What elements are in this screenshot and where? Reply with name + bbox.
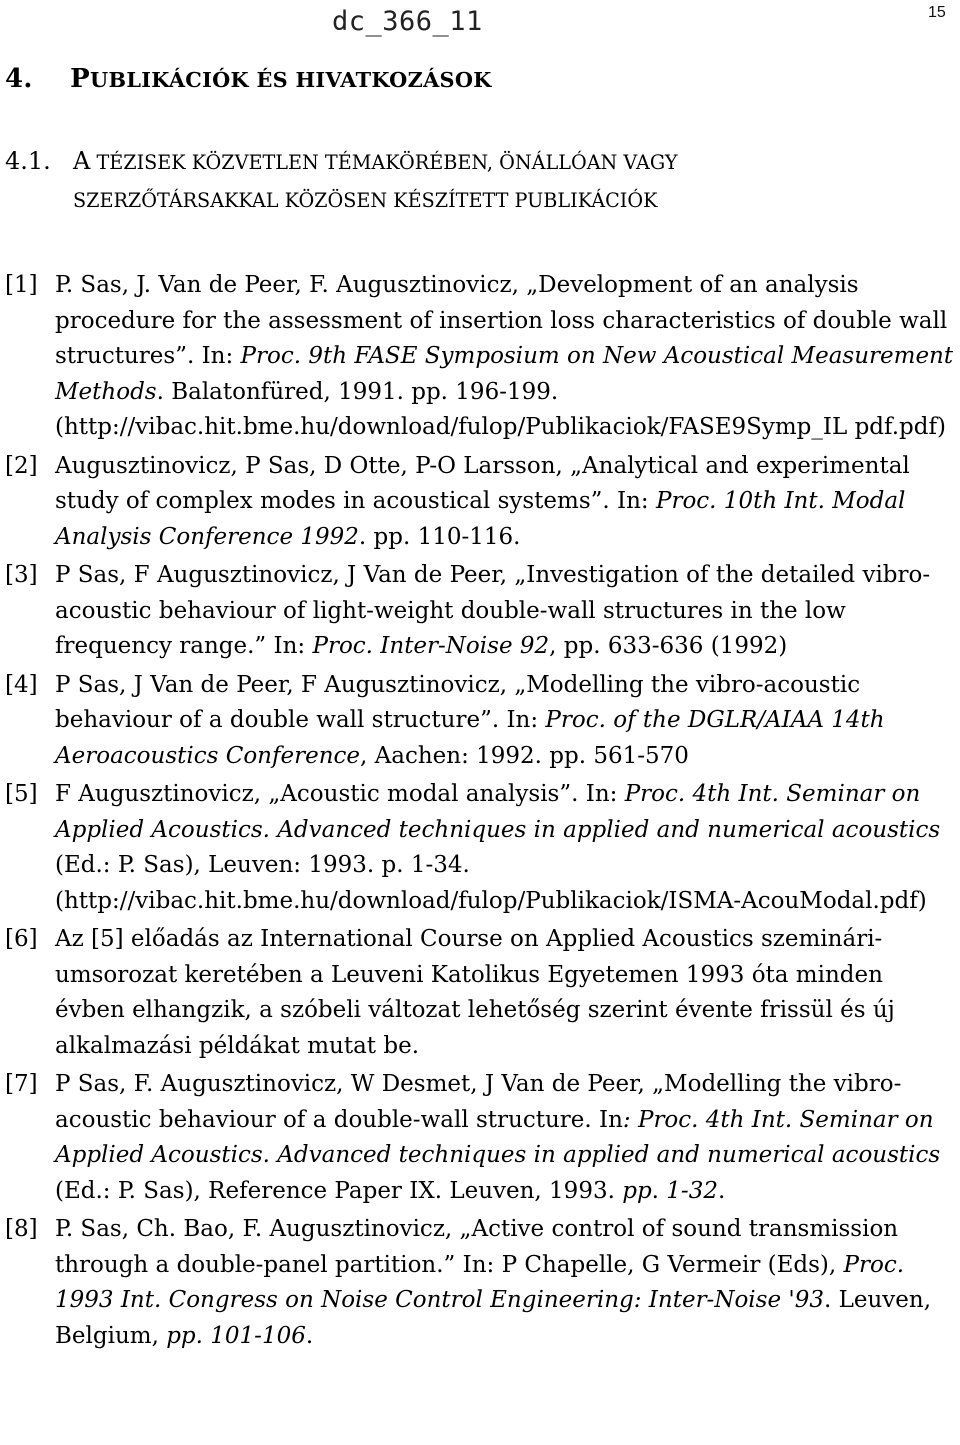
reference-italic-segment: 1-32 <box>666 1177 718 1204</box>
reference-number: [8] <box>5 1216 38 1242</box>
reference-item <box>5 449 955 556</box>
reference-text <box>55 777 955 919</box>
subsection-title-initial: A <box>73 147 91 175</box>
subsection-number: 4.1. <box>5 147 51 175</box>
reference-segment: (Ed.: P. Sas), Reference Paper IX. Leuven, 1993. <box>55 1177 623 1204</box>
reference-italic-segment: Proc. Inter-Noise 92 <box>312 633 550 659</box>
reference-item <box>5 777 955 919</box>
reference-number: [2] <box>5 452 38 479</box>
reference-segment: F Augusztinovicz, „Acoustic modal analysis”. In: <box>55 781 625 807</box>
reference-text <box>55 668 955 775</box>
reference-text <box>55 268 955 446</box>
reference-number: [5] <box>5 781 38 807</box>
reference-number: [6] <box>5 926 38 952</box>
document-id: dc_366_11 <box>332 6 483 37</box>
subsection-heading <box>5 142 678 220</box>
reference-text <box>55 449 955 556</box>
reference-segment: , pp. 633-636 (1992) <box>549 633 788 659</box>
subsection-title-rest: TÉZISEK KÖZVETLEN TÉMAKÖRÉBEN, ÖNÁLLÓAN VAGY <box>90 151 678 174</box>
reference-segment: . <box>305 1322 314 1349</box>
reference-item <box>5 558 955 665</box>
reference-segment: , Aachen: 1992. pp. 561-570 <box>360 742 689 769</box>
reference-segment: Az [5] előadás az International Course on Applied Acoustics szeminári-umsorozat keretében a Leuveni Katolikus Egyetemen 1993 óta minden évben elhangzik, a szóbeli változat lehetőség szerint évente frissül és új alkalmazási példákat mutat be. <box>55 926 895 1059</box>
reference-segment: Augusztinovicz, P Sas, D Otte, P-O Larsson, „Analytical and experimental study of complex modes in acoustical systems”. In: <box>55 452 910 514</box>
reference-segment: . Balatonfüred, 1991. pp. 196-199. (http://vibac.hit.bme.hu/download/fulop/Publikaciok/FASE9Symp_IL pdf.pdf) <box>55 378 946 440</box>
reference-number: [1] <box>5 272 38 298</box>
reference-italic-segment: Proc. 4th Int. Seminar on Applied Acoustics. Advanced techniques in applied and numerical acoustics <box>55 781 941 843</box>
reference-item <box>5 668 955 775</box>
reference-text <box>55 922 955 1064</box>
reference-segment: . <box>651 1177 667 1204</box>
reference-segment: P Sas, F. Augusztinovicz, W Desmet, J Van de Peer, „Modelling the vibro-acoustic behaviour of a double-wall structure. In <box>55 1071 902 1133</box>
reference-segment: . <box>717 1177 726 1204</box>
reference-number: [7] <box>5 1071 38 1097</box>
reference-item <box>5 922 955 1064</box>
reference-italic-segment: pp. 101-106 <box>166 1322 306 1349</box>
section-title-initial: P <box>70 64 91 94</box>
reference-text <box>55 1212 955 1354</box>
reference-segment: P. Sas, J. Van de Peer, F. Augusztinovicz, „Development of an analysis procedure for the assessment of insertion loss characteristics of double wall structures”. In: <box>55 272 948 369</box>
subsection-line-2: SZERZŐTÁRSAKKAL KÖZÖSEN KÉSZÍTETT PUBLIKÁCIÓK <box>73 189 658 212</box>
section-heading <box>5 64 492 94</box>
reference-segment: . Leuven, Belgium, <box>55 1287 932 1349</box>
reference-text <box>55 1067 955 1209</box>
reference-segment: (Ed.: P. Sas), Leuven: 1993. p. 1-34. (http://vibac.hit.bme.hu/download/fulop/Publikaciok/ISMA-AcouModal.pdf) <box>55 852 927 914</box>
section-number: 4. <box>5 64 33 94</box>
page-number: 15 <box>928 4 946 21</box>
reference-text <box>55 558 955 665</box>
reference-italic-segment: : Proc. 4th Int. Seminar on Applied Acoustics. Advanced techniques in applied and numerical acoustics <box>55 1106 941 1168</box>
reference-italic-segment: pp <box>622 1177 652 1204</box>
subsection-line-1 <box>5 142 678 182</box>
reference-segment: . pp. 110-116. <box>358 523 521 550</box>
reference-item <box>5 1212 955 1354</box>
reference-number: [3] <box>5 562 38 588</box>
reference-item <box>5 1067 955 1209</box>
reference-segment: P Sas, F Augusztinovicz, J Van de Peer, „Investigation of the detailed vibro-acoustic behaviour of light-weight double-wall structures in the low frequency range.” In: <box>55 562 931 659</box>
reference-segment: P. Sas, Ch. Bao, F. Augusztinovicz, „Active control of sound transmission through a double-panel partition.” In: P Chapelle, G Vermeir (Eds), <box>55 1216 899 1278</box>
reference-italic-segment: Proc. of the DGLR/AIAA 14th Aeroacoustics Conference <box>55 707 885 769</box>
reference-italic-segment: Proc. 9th FASE Symposium on New Acoustical Measurement Methods <box>55 343 954 405</box>
reference-italic-segment: Proc. 1993 Int. Congress on Noise Control Engineering: Inter-Noise '93 <box>55 1251 905 1313</box>
section-title-rest: UBLIKÁCIÓK ÉS HIVATKOZÁSOK <box>90 67 492 92</box>
reference-number: [4] <box>5 671 38 698</box>
reference-italic-segment: Proc. 10th Int. Modal Analysis Conference 1992 <box>55 488 906 550</box>
reference-list <box>5 268 955 1357</box>
reference-segment: P Sas, J Van de Peer, F Augusztinovicz, „Modelling the vibro-acoustic behaviour of a double wall structure”. In: <box>55 671 861 733</box>
reference-item <box>5 268 955 446</box>
